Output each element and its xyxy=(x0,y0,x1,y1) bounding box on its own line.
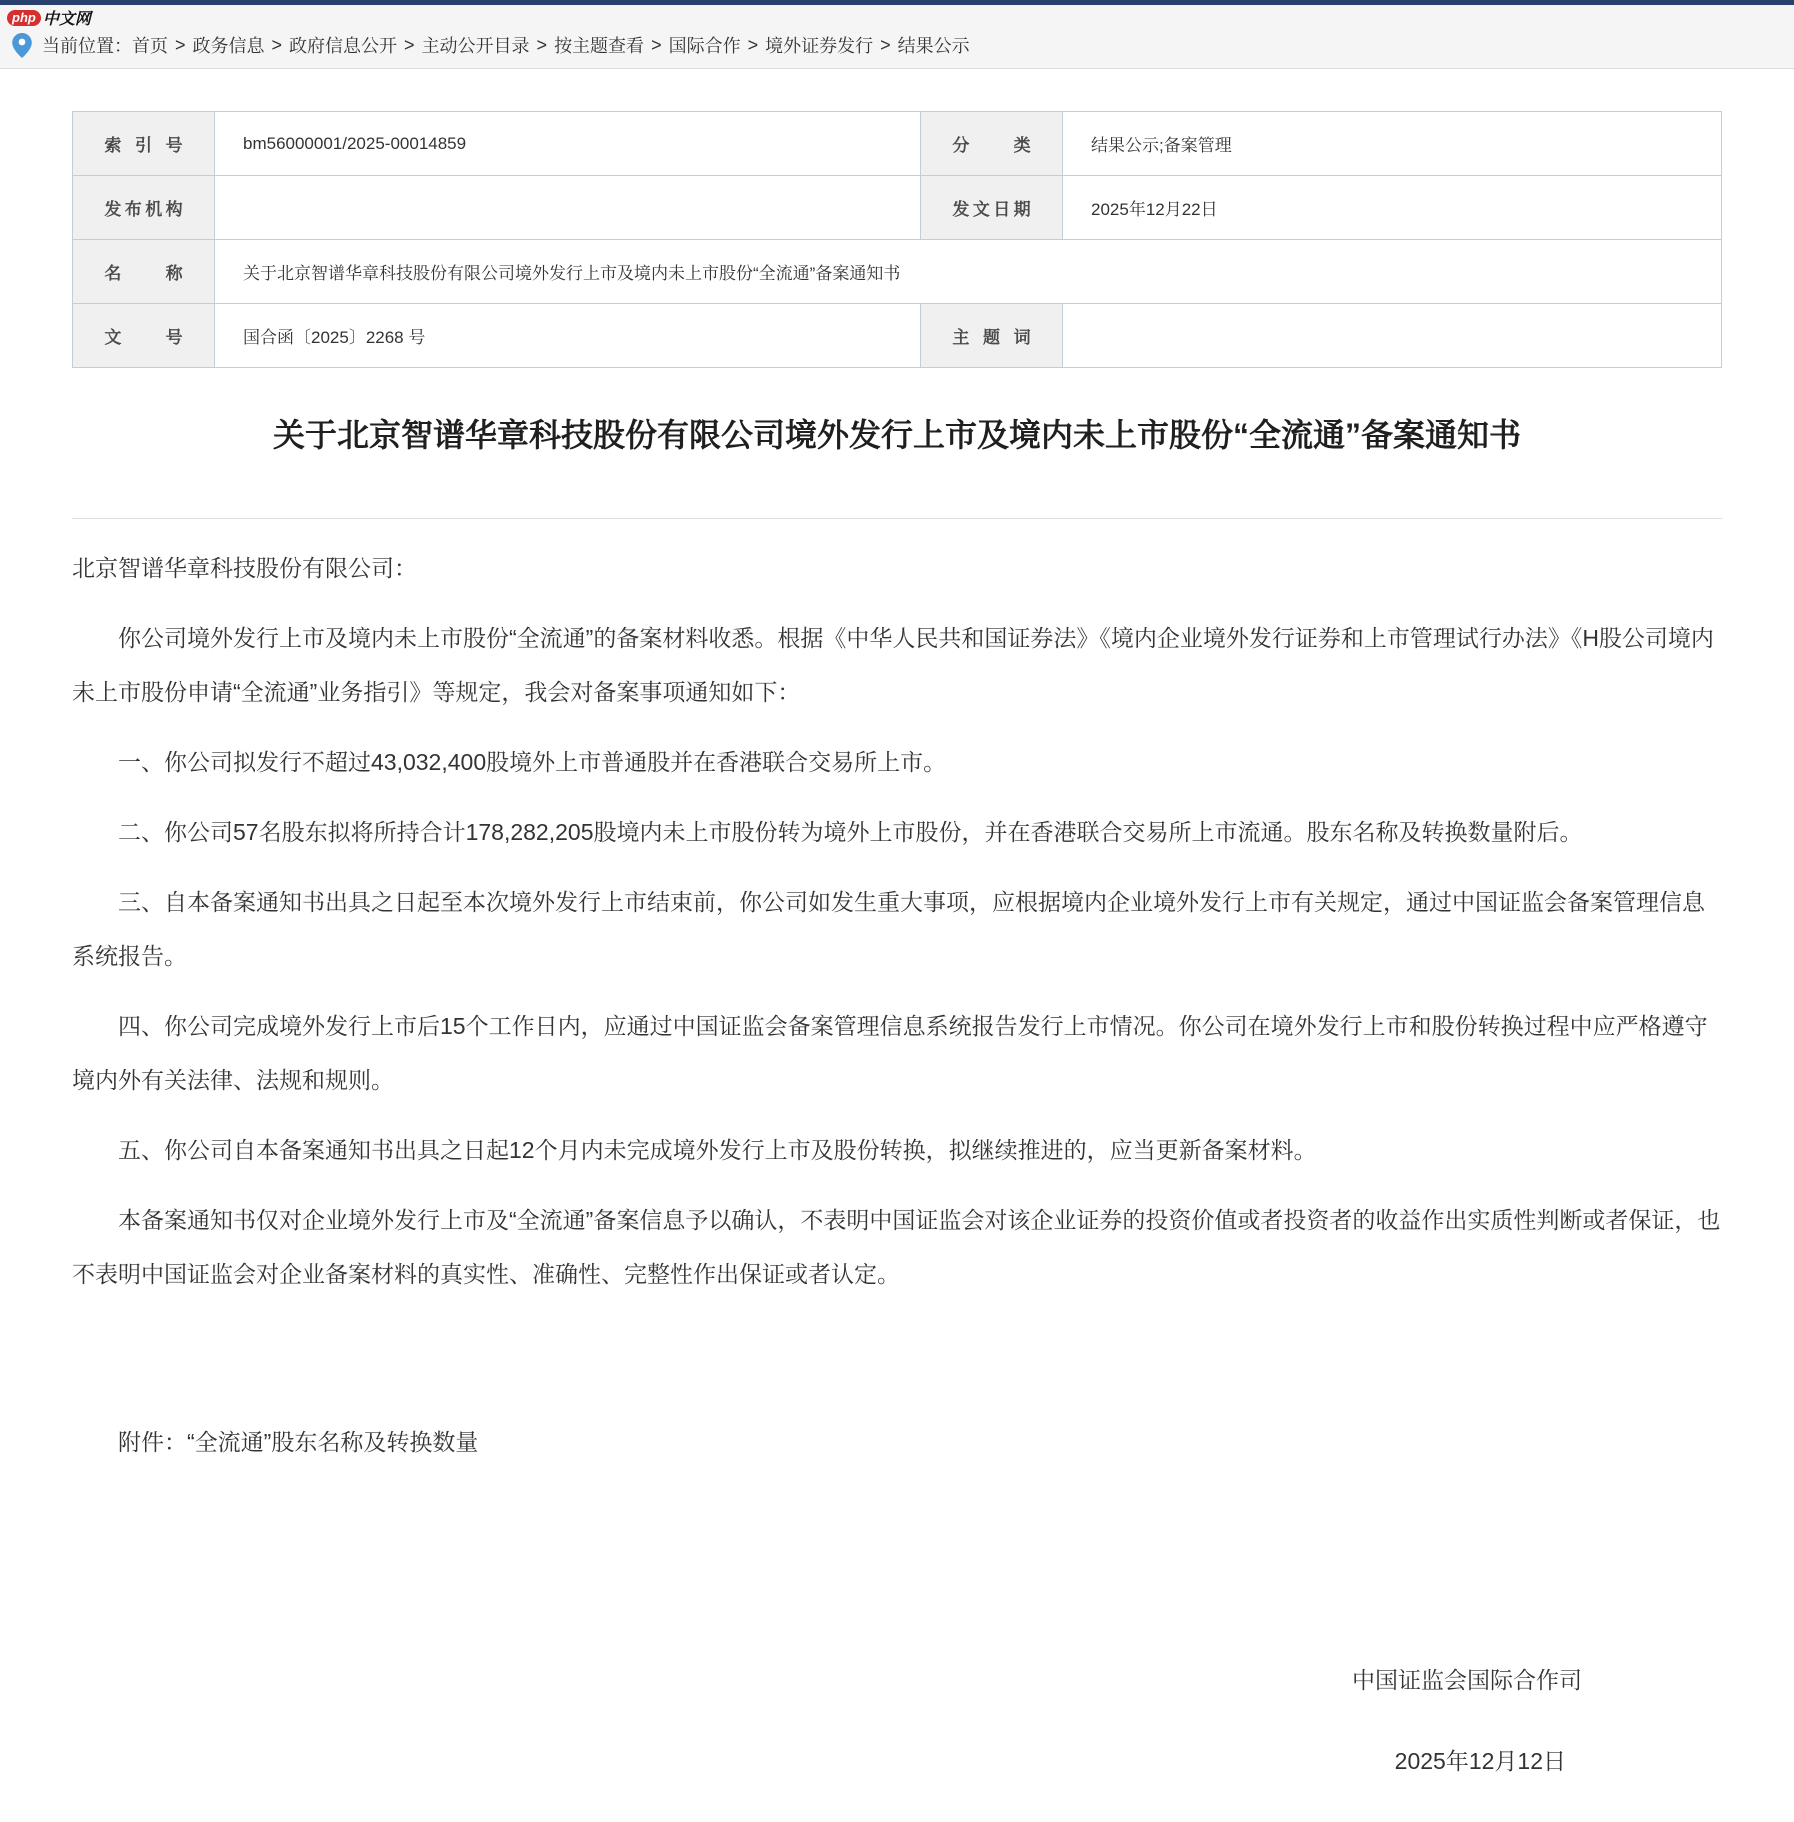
sign-date: 2025年12月12日 xyxy=(1394,1748,1566,1774)
breadcrumb-separator: > xyxy=(651,34,662,55)
breadcrumb-separator: > xyxy=(747,34,759,55)
intro-paragraph: 你公司境外发行上市及境内未上市股份“全流通”的备案材料收悉。根据《中华人民共和国证券法》《境内企业境外发行证券和上市管理试行办法》《H股公司境内未上市股份申请“全流通”业务指引》等规定，我会对备案事项通知如下： xyxy=(72,625,1714,705)
breadcrumb-item-gov-info[interactable]: 政务信息 xyxy=(192,36,265,56)
page-title: 关于北京智谱华章科技股份有限公司境外发行上市及境内未上市股份“全流通”备案通知书 xyxy=(272,417,1521,453)
notice-item-4: 四、你公司完成境外发行上市后15个工作日内，应通过中国证监会备案管理信息系统报告发行上市情况。你公司在境外发行上市和股份转换过程中应严格遵守境内外有关法律、法规和规则。 xyxy=(72,1013,1708,1093)
breadcrumb-item-result-publicity[interactable]: 结果公示 xyxy=(897,36,970,56)
breadcrumb-separator: > xyxy=(880,34,891,55)
breadcrumb-item-intl-cooperation[interactable]: 国际合作 xyxy=(668,36,741,56)
breadcrumb-separator: > xyxy=(404,34,415,55)
site-logo[interactable] xyxy=(0,8,1794,27)
signer-department: 中国证监会国际合作司 xyxy=(1352,1667,1582,1693)
breadcrumb xyxy=(0,32,1794,58)
disclaimer-paragraph: 本备案通知书仅对企业境外发行上市及“全流通”备案信息予以确认，不表明中国证监会对该企业证券的投资价值或者投资者的收益作出实质性判断或者保证，也不表明中国证监会对企业备案材料的真实性、准确性、完整性作出保证或者认定。 xyxy=(72,1207,1721,1287)
table-row xyxy=(73,112,1722,176)
index-number-value: bm56000001/2025-00014859 xyxy=(215,112,921,176)
breadcrumb-item-active-catalog[interactable]: 主动公开目录 xyxy=(421,36,530,56)
notice-item-5: 五、你公司自本备案通知书出具之日起12个月内未完成境外发行上市及股份转换，拟继续推进的，应当更新备案材料。 xyxy=(118,1137,1317,1163)
notice-item-2: 二、你公司57名股东拟将所持合计178,282,205股境内未上市股份转为境外上市股份，并在香港联合交易所上市流通。股东名称及转换数量附后。 xyxy=(118,819,1583,845)
category-value: 结果公示;备案管理 xyxy=(1063,112,1722,176)
table-row xyxy=(73,304,1722,368)
table-row xyxy=(73,240,1722,304)
category-label: 分类 xyxy=(921,112,1063,176)
document-page xyxy=(72,111,1722,1788)
breadcrumb-item-home[interactable]: 首页 xyxy=(132,36,168,56)
index-number-label: 索引号 xyxy=(73,112,215,176)
breadcrumb-item-info-disclosure[interactable]: 政府信息公开 xyxy=(289,36,398,56)
notice-body xyxy=(72,519,1722,1788)
site-header xyxy=(0,5,1794,69)
breadcrumb-label: 当前位置： xyxy=(42,36,132,56)
table-row xyxy=(73,176,1722,240)
breadcrumb-item-by-topic[interactable]: 按主题查看 xyxy=(554,36,645,56)
breadcrumb-separator: > xyxy=(271,34,283,55)
document-number-label: 文号 xyxy=(73,304,215,368)
keywords-label: 主题词 xyxy=(921,304,1063,368)
issue-date-value: 2025年12月22日 xyxy=(1063,176,1722,240)
site-logo-text: 中文网 xyxy=(42,11,91,28)
document-number-value: 国合函〔2025〕2268 号 xyxy=(215,304,921,368)
issuing-agency-value xyxy=(215,176,921,240)
issue-date-label: 发文日期 xyxy=(921,176,1063,240)
location-pin-icon xyxy=(12,33,32,58)
notice-item-3: 三、自本备案通知书出具之日起至本次境外发行上市结束前，你公司如发生重大事项，应根据境内企业境外发行上市有关规定，通过中国证监会备案管理信息系统报告。 xyxy=(72,889,1705,969)
name-value: 关于北京智谱华章科技股份有限公司境外发行上市及境内未上市股份“全流通”备案通知书 xyxy=(215,240,1722,304)
attachment-line: 附件：“全流通”股东名称及转换数量 xyxy=(118,1429,479,1455)
notice-item-1: 一、你公司拟发行不超过43,032,400股境外上市普通股并在香港联合交易所上市。 xyxy=(118,749,947,775)
php-logo-icon: php xyxy=(7,10,41,26)
document-meta-table xyxy=(72,111,1722,368)
breadcrumb-separator: > xyxy=(536,34,548,55)
breadcrumb-item-overseas-securities[interactable]: 境外证券发行 xyxy=(765,36,874,56)
name-label: 名称 xyxy=(73,240,215,304)
issuing-agency-label: 发布机构 xyxy=(73,176,215,240)
salutation: 北京智谱华章科技股份有限公司： xyxy=(72,555,417,581)
breadcrumb-separator: > xyxy=(175,34,186,55)
keywords-value xyxy=(1063,304,1722,368)
